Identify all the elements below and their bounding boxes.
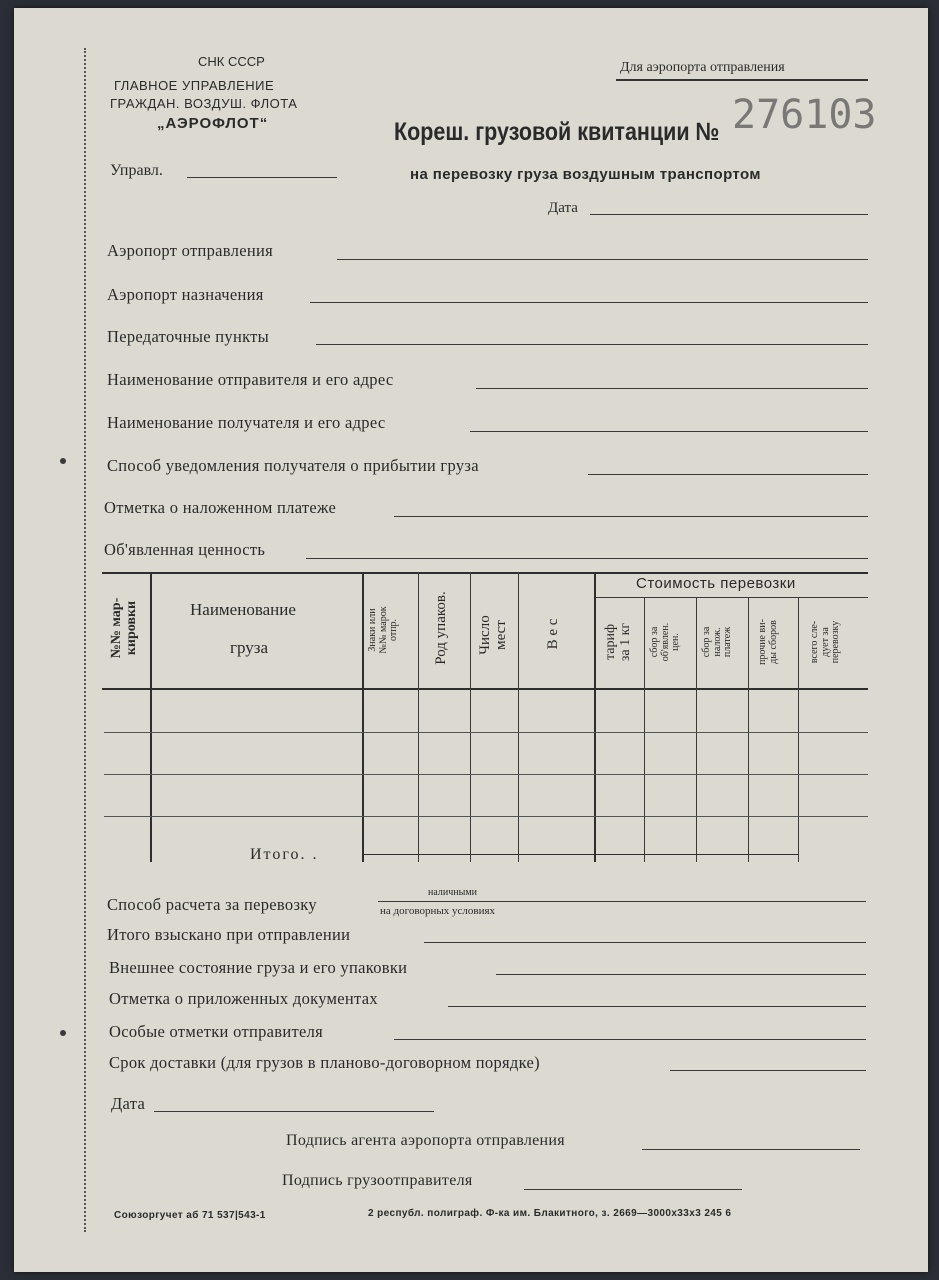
org-line-1: СНК СССР [198, 54, 265, 69]
org-line-2: ГЛАВНОЕ УПРАВЛЕНИЕ [114, 78, 275, 93]
field-line [588, 474, 868, 475]
field-departure-airport: Аэропорт отправления [107, 241, 273, 260]
field-line [306, 558, 868, 559]
field-date: Дата [111, 1094, 146, 1113]
col-divider [518, 572, 519, 862]
col-header-signs: Знаки или №№ марок отпр. [367, 606, 399, 654]
form-title: Кореш. грузовой квитанции № [394, 118, 720, 146]
table-top-border [102, 572, 868, 574]
for-airport-label: Для аэропорта отправления [620, 60, 785, 75]
total-row-line [362, 854, 798, 855]
col-divider [748, 598, 749, 862]
upravl-line [187, 177, 337, 178]
org-line-4: „АЭРОФЛОТ“ [157, 115, 269, 132]
form-subtitle: на перевозку груза воздушным транспортом [410, 166, 761, 183]
payment-option-cash: наличными [428, 887, 477, 898]
total-label: Итого. . [250, 846, 319, 863]
field-payment-method: Способ расчета за перевозку [107, 895, 317, 914]
upravl-label: Управл. [110, 162, 163, 179]
field-line [316, 344, 868, 345]
col-header-name-1: Наименование [190, 600, 296, 619]
footer-right: 2 республ. полиграф. Ф-ка им. Блакитного, з. 2669—3000х33х3 245 6 [368, 1208, 732, 1219]
field-line [378, 901, 866, 902]
date-label: Дата [548, 200, 578, 216]
shipper-signature-line [524, 1189, 742, 1190]
col-header-total: всего сле- дует за перевозку [809, 620, 841, 664]
cost-header-underline [594, 597, 868, 598]
col-header-fee-cod: сбор за налож. платеж [701, 626, 733, 658]
col-divider [362, 572, 364, 862]
field-condition: Внешнее состояние груза и его упаковки [109, 958, 408, 977]
serial-number-stamp: 276103 [732, 92, 877, 138]
footer-left: Союзоргучет аб 71 537|543-1 [114, 1210, 266, 1221]
field-documents: Отметка о приложенных документах [109, 989, 378, 1008]
col-header-marks: №№ мар- кировки [109, 597, 139, 659]
agent-signature-line [642, 1149, 860, 1150]
col-divider [644, 598, 645, 862]
col-divider [470, 572, 471, 862]
col-header-pack: Род упаков. [433, 591, 449, 665]
field-recipient: Наименование получателя и его адрес [107, 413, 386, 432]
field-delivery-term: Срок доставки (для грузов в плановo-договорном порядке) [109, 1053, 540, 1072]
field-cod: Отметка о наложенном платеже [104, 498, 337, 517]
form-sheet [14, 8, 928, 1272]
col-divider [594, 572, 596, 862]
hole-mark [60, 458, 66, 464]
table-row [104, 774, 868, 775]
field-line [337, 259, 868, 260]
table-row [104, 732, 868, 733]
field-special-notes: Особые отметки отправителя [109, 1022, 324, 1041]
col-header-count: Число мест [477, 615, 509, 655]
field-notification: Способ уведомления получателя о прибытии груза [107, 456, 479, 475]
field-line [394, 1039, 866, 1040]
hole-mark [60, 1030, 66, 1036]
col-header-weight: В е с [545, 618, 561, 650]
field-line [424, 942, 866, 943]
field-line [448, 1006, 866, 1007]
field-line [670, 1070, 866, 1071]
field-destination-airport: Аэропорт назначения [107, 285, 264, 304]
field-sender: Наименование отправителя и его адрес [107, 370, 394, 389]
field-line [154, 1111, 434, 1112]
field-line [310, 302, 868, 303]
col-divider [418, 572, 419, 862]
col-divider [150, 572, 152, 862]
col-header-fee-value: сбор за об'явлен. цен. [649, 622, 681, 662]
col-header-name-2: груза [230, 638, 269, 657]
col-divider [798, 598, 799, 862]
table-header-bottom [102, 688, 868, 690]
col-divider [696, 598, 697, 862]
table-row [104, 816, 868, 817]
shipper-signature-label: Подпись грузоотправителя [282, 1172, 473, 1189]
agent-signature-label: Подпись агента аэропорта отправления [286, 1132, 565, 1149]
for-airport-underline [616, 79, 868, 81]
col-header-tariff: тариф за 1 кг [603, 622, 633, 662]
field-line [470, 431, 868, 432]
field-declared-value: Об'явленная ценность [104, 540, 266, 559]
field-line [476, 388, 868, 389]
org-line-3: ГРАЖДАН. ВОЗДУШ. ФЛОТА [110, 96, 298, 111]
field-line [394, 516, 868, 517]
field-collected: Итого взыскано при отправлении [107, 925, 351, 944]
field-transfer-points: Передаточные пункты [107, 327, 270, 346]
date-line [590, 214, 868, 215]
col-header-other: прочие ви- ды сборов [757, 619, 779, 665]
perforation-line [84, 48, 86, 1232]
payment-option-contract: на договорных условиях [380, 905, 496, 917]
cost-header: Стоимость перевозки [636, 575, 796, 592]
field-line [496, 974, 866, 975]
